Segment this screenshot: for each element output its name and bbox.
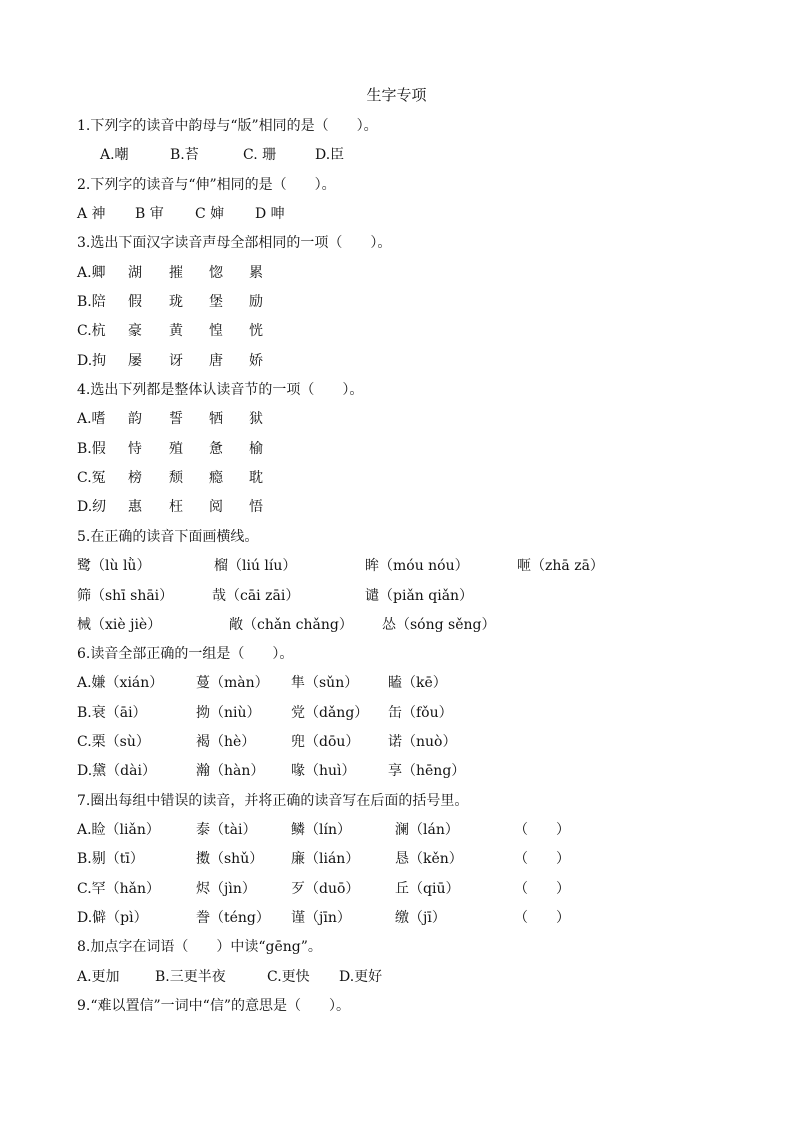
q3-char: 娇 (249, 353, 263, 369)
q9-stem: 9.“难以置信”一词中“信”的意思是（ ）。 (77, 998, 350, 1014)
q2-option-a: A 神 (77, 206, 106, 222)
q6-item: 拗（niù） (196, 705, 261, 721)
q8-stem: 8.加点字在词语（ ）中读“gēng”。 (77, 939, 322, 955)
q4-char: 牺 (209, 411, 223, 427)
q1-option-d: D.臣 (315, 147, 345, 163)
q7-item: 恳（kěn） (395, 851, 463, 867)
q4-char: 阅 (209, 499, 223, 515)
q6-item: 瞌（kē） (388, 675, 447, 691)
q4-char: 韵 (128, 411, 142, 427)
q4-char: D.纫 (77, 499, 107, 515)
q3-char: A.卿 (77, 265, 106, 281)
q1-option-a: A.嘲 (100, 147, 129, 163)
q6-item: 诺（nuò） (388, 734, 457, 750)
q1-stem: 1.下列字的读音中韵母与“版”相同的是（ ）。 (77, 118, 378, 134)
q8-option-c: C.更快 (267, 969, 310, 985)
q2-option-c: C 婶 (195, 206, 225, 222)
q8-option-b: B.三更半夜 (155, 969, 226, 985)
q5-item: 榴（liú líu） (214, 558, 297, 574)
q3-char: C.杭 (77, 323, 106, 339)
q3-char: 堡 (209, 294, 223, 310)
q5-item: 哉（cāi zāi） (212, 588, 300, 604)
q2-option-d: D 呻 (255, 206, 285, 222)
q7-answer-blank: （ ） (514, 881, 570, 897)
q1-option-b: B.苔 (170, 147, 199, 163)
q5-item: 咂（zhā zā） (517, 558, 604, 574)
q7-item: 廉（lián） (291, 851, 360, 867)
q7-item: B.剔（tī） (77, 851, 144, 867)
q3-char: 唐 (209, 353, 223, 369)
q7-answer-blank: （ ） (514, 910, 570, 926)
q6-item: 隼（sǔn） (291, 675, 359, 691)
q7-item: 澜（lán） (395, 822, 459, 838)
q7-item: C.罕（hǎn） (77, 881, 161, 897)
q3-char: 假 (128, 294, 142, 310)
q6-item: 喙（huì） (291, 763, 356, 779)
q7-item: 泰（tài） (196, 822, 257, 838)
q8-option-d: D.更好 (339, 969, 383, 985)
q6-item: 缶（fǒu） (388, 705, 453, 721)
q4-char: 瘾 (209, 470, 223, 486)
q7-item: 烬（jìn） (196, 881, 256, 897)
q5-item: 筛（shī shāi） (77, 588, 174, 604)
q8-option-a: A.更加 (77, 969, 120, 985)
q4-char: 颓 (169, 470, 183, 486)
q6-item: C.栗（sù） (77, 734, 150, 750)
q4-char: 榆 (249, 441, 263, 457)
q5-item: 眸（móu nóu） (365, 558, 469, 574)
q3-char: 讶 (169, 353, 183, 369)
q3-char: 豪 (128, 323, 142, 339)
q3-char: 惚 (209, 265, 223, 281)
q4-char: 殖 (169, 441, 183, 457)
q4-char: 悟 (249, 499, 263, 515)
q3-char: 摧 (169, 265, 183, 281)
q4-char: B.假 (77, 441, 106, 457)
q7-item: 丘（qiū） (395, 881, 460, 897)
q5-item: 怂（sóng sěng） (382, 617, 496, 633)
q7-item: 誊（téng） (196, 910, 270, 926)
q4-char: 狱 (249, 411, 263, 427)
q4-char: 恃 (128, 441, 142, 457)
q3-char: 累 (249, 265, 263, 281)
q7-item: 擞（shǔ） (196, 851, 264, 867)
q3-char: 珑 (169, 294, 183, 310)
q4-char: 枉 (169, 499, 183, 515)
q6-stem: 6.读音全部正确的一组是（ ）。 (77, 646, 294, 662)
q4-char: 榜 (128, 470, 142, 486)
q3-char: 惶 (209, 323, 223, 339)
q6-item: 享（hēng） (388, 763, 466, 779)
q3-char: B.陪 (77, 294, 106, 310)
q5-item: 鹭（lù lǜ） (77, 558, 151, 574)
q6-item: 褐（hè） (196, 734, 256, 750)
q7-item: 歹（duō） (291, 881, 360, 897)
q6-item: 蔓（màn） (196, 675, 269, 691)
q2-stem: 2.下列字的读音与“伸”相同的是（ ）。 (77, 177, 336, 193)
page-title: 生字专项 (366, 86, 427, 104)
q6-item: 兜（dōu） (291, 734, 360, 750)
q6-item: A.嫌（xián） (77, 675, 164, 691)
q4-char: 惫 (209, 441, 223, 457)
q4-char: 惠 (128, 499, 142, 515)
q7-item: 缴（jī） (395, 910, 446, 926)
q5-stem: 5.在正确的读音下面画横线。 (77, 529, 259, 545)
q3-stem: 3.选出下面汉字读音声母全部相同的一项（ ）。 (77, 235, 392, 251)
q7-item: 鳞（lín） (291, 822, 351, 838)
q6-item: 瀚（hàn） (196, 763, 265, 779)
q7-stem: 7.圈出每组中错误的读音，并将正确的读音写在后面的括号里。 (77, 793, 469, 809)
q4-char: C.冤 (77, 470, 106, 486)
q7-answer-blank: （ ） (514, 822, 570, 838)
q3-char: 黄 (169, 323, 183, 339)
q5-item: 械（xiè jiè） (77, 617, 162, 633)
q3-char: 励 (249, 294, 263, 310)
q7-answer-blank: （ ） (514, 851, 570, 867)
q1-option-c: C. 珊 (243, 147, 277, 163)
q7-item: D.僻（pì） (77, 910, 148, 926)
q6-item: B.衰（āi） (77, 705, 147, 721)
q4-char: A.嗜 (77, 411, 106, 427)
q2-option-b: B 审 (135, 206, 164, 222)
q7-item: 谨（jīn） (291, 910, 351, 926)
q3-char: 湖 (128, 265, 142, 281)
q6-item: 党（dǎng） (291, 705, 369, 721)
q5-item: 谴（piǎn qiǎn） (365, 588, 474, 604)
q4-char: 誓 (169, 411, 183, 427)
q3-char: 屡 (128, 353, 142, 369)
q4-stem: 4.选出下列都是整体认读音节的一项（ ）。 (77, 382, 364, 398)
q3-char: 恍 (249, 323, 263, 339)
q7-item: A.睑（liǎn） (77, 822, 160, 838)
q3-char: D.拘 (77, 353, 107, 369)
q4-char: 耽 (249, 470, 263, 486)
q5-item: 敞（chǎn chǎng） (229, 617, 353, 633)
q6-item: D.黛（dài） (77, 763, 156, 779)
